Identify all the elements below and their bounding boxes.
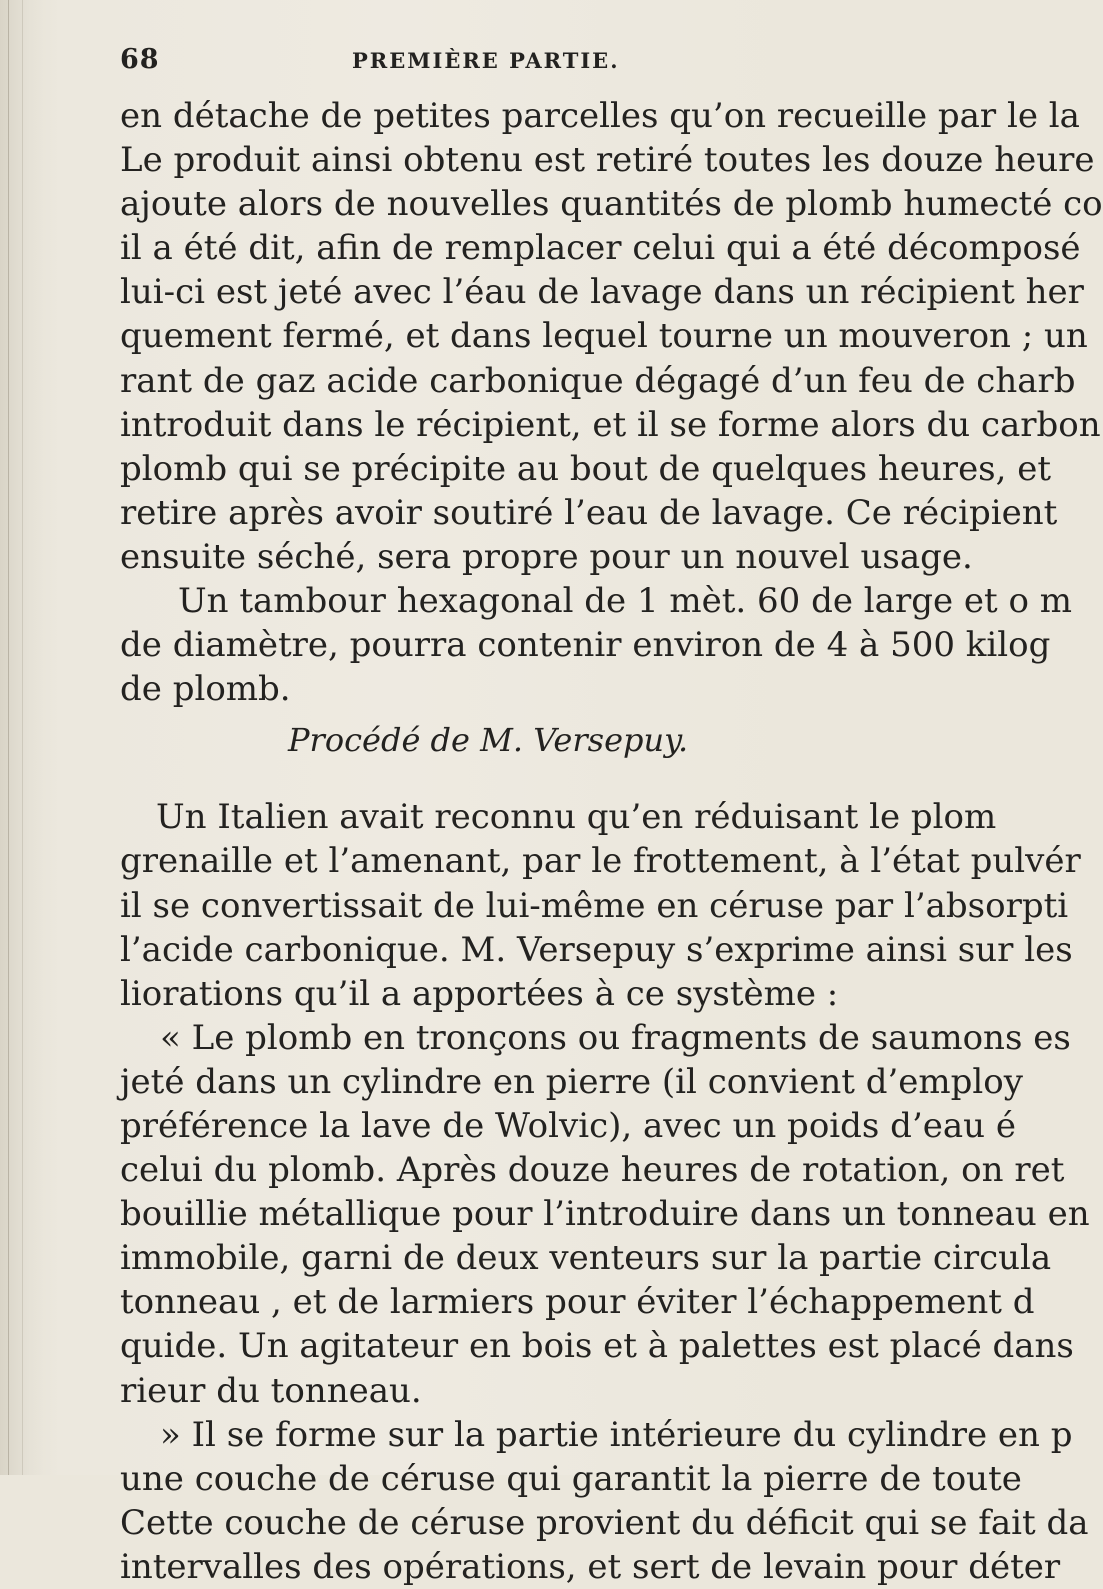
page-edge-line xyxy=(8,0,9,1475)
text-line: de diamètre, pourra contenir environ de 4 à 500 kilog xyxy=(120,625,1051,666)
text-line: il se convertissait de lui-même en céruse par l’absorpti xyxy=(120,885,1069,926)
page-header xyxy=(120,44,800,84)
text-line: en détache de petites parcelles qu’on recueille par le la xyxy=(120,96,1080,136)
text-line: ajoute alors de nouvelles quantités de plomb humecté co xyxy=(120,184,1103,225)
text-line: il a été dit, afin de remplacer celui qui a été décomposé xyxy=(120,228,1081,269)
section-heading: Procédé de M. Versepuy. xyxy=(288,721,689,760)
text-line: quement fermé, et dans lequel tourne un mouveron ; un xyxy=(120,316,1088,357)
text-line: jeté dans un cylindre en pierre (il convient d’employ xyxy=(120,1061,1023,1102)
page-number: 68 xyxy=(120,44,160,75)
paragraph xyxy=(120,1413,1089,1589)
text-line: retire après avoir soutiré l’eau de lavage. Ce récipient xyxy=(120,492,1058,533)
text-line: rant de gaz acide carbonique dégagé d’un feu de charb xyxy=(120,360,1076,401)
paragraph xyxy=(120,94,1103,579)
text-line: quide. Un agitateur en bois et à palettes est placé dans xyxy=(120,1326,1074,1367)
text-line: introduit dans le récipient, et il se forme alors du carbon xyxy=(120,404,1101,445)
text-line: une couche de céruse qui garantit la pierre de toute xyxy=(120,1458,1022,1499)
text-line: ensuite séché, sera propre pour un nouvel usage. xyxy=(120,536,973,577)
text-line: immobile, garni de deux venteurs sur la partie circula xyxy=(120,1238,1052,1279)
text-line: plomb qui se précipite au bout de quelques heures, et xyxy=(120,448,1052,489)
text-line: « Le plomb en tronçons ou fragments de saumons es xyxy=(160,1017,1071,1058)
page-gutter xyxy=(0,0,42,1475)
text-line: celui du plomb. Après douze heures de rotation, on ret xyxy=(120,1150,1065,1191)
spacer xyxy=(120,769,820,795)
text-line: l’acide carbonique. M. Versepuy s’exprime ainsi sur les xyxy=(120,929,1073,970)
text-line: Le produit ainsi obtenu est retiré toutes les douze heure xyxy=(120,140,1095,181)
running-head: PREMIÈRE PARTIE. xyxy=(352,48,620,73)
text-line: » Il se forme sur la partie intérieure du cylindre en p xyxy=(160,1414,1073,1455)
text-line: intervalles des opérations, et sert de levain pour déter xyxy=(120,1546,1061,1587)
text-line: Cette couche de céruse provient du déficit qui se fait da xyxy=(120,1502,1089,1543)
text-line: de plomb. xyxy=(120,669,291,710)
paragraph xyxy=(120,1016,1090,1413)
paragraph xyxy=(120,579,1073,711)
text-line: tonneau , et de larmiers pour éviter l’échappement d xyxy=(120,1282,1035,1323)
text-line: rieur du tonneau. xyxy=(120,1370,422,1411)
text-line: grenaille et l’amenant, par le frottement, à l’état pulvér xyxy=(120,841,1081,882)
page-edge-line xyxy=(22,0,23,1475)
body-text xyxy=(120,94,1103,1589)
text-line: Un tambour hexagonal de 1 mèt. 60 de large et o m xyxy=(178,581,1073,622)
text-line: Un Italien avait reconnu qu’en réduisant le plom xyxy=(156,797,997,838)
text-line: liorations qu’il a apportées à ce système : xyxy=(120,973,839,1014)
paragraph xyxy=(120,795,1081,1015)
text-line: préférence la lave de Wolvic), avec un poids d’eau é xyxy=(120,1105,1016,1146)
text-line: lui-ci est jeté avec l’éau de lavage dans un récipient her xyxy=(120,272,1084,313)
text-line: bouillie métallique pour l’introduire dans un tonneau en xyxy=(120,1194,1090,1235)
